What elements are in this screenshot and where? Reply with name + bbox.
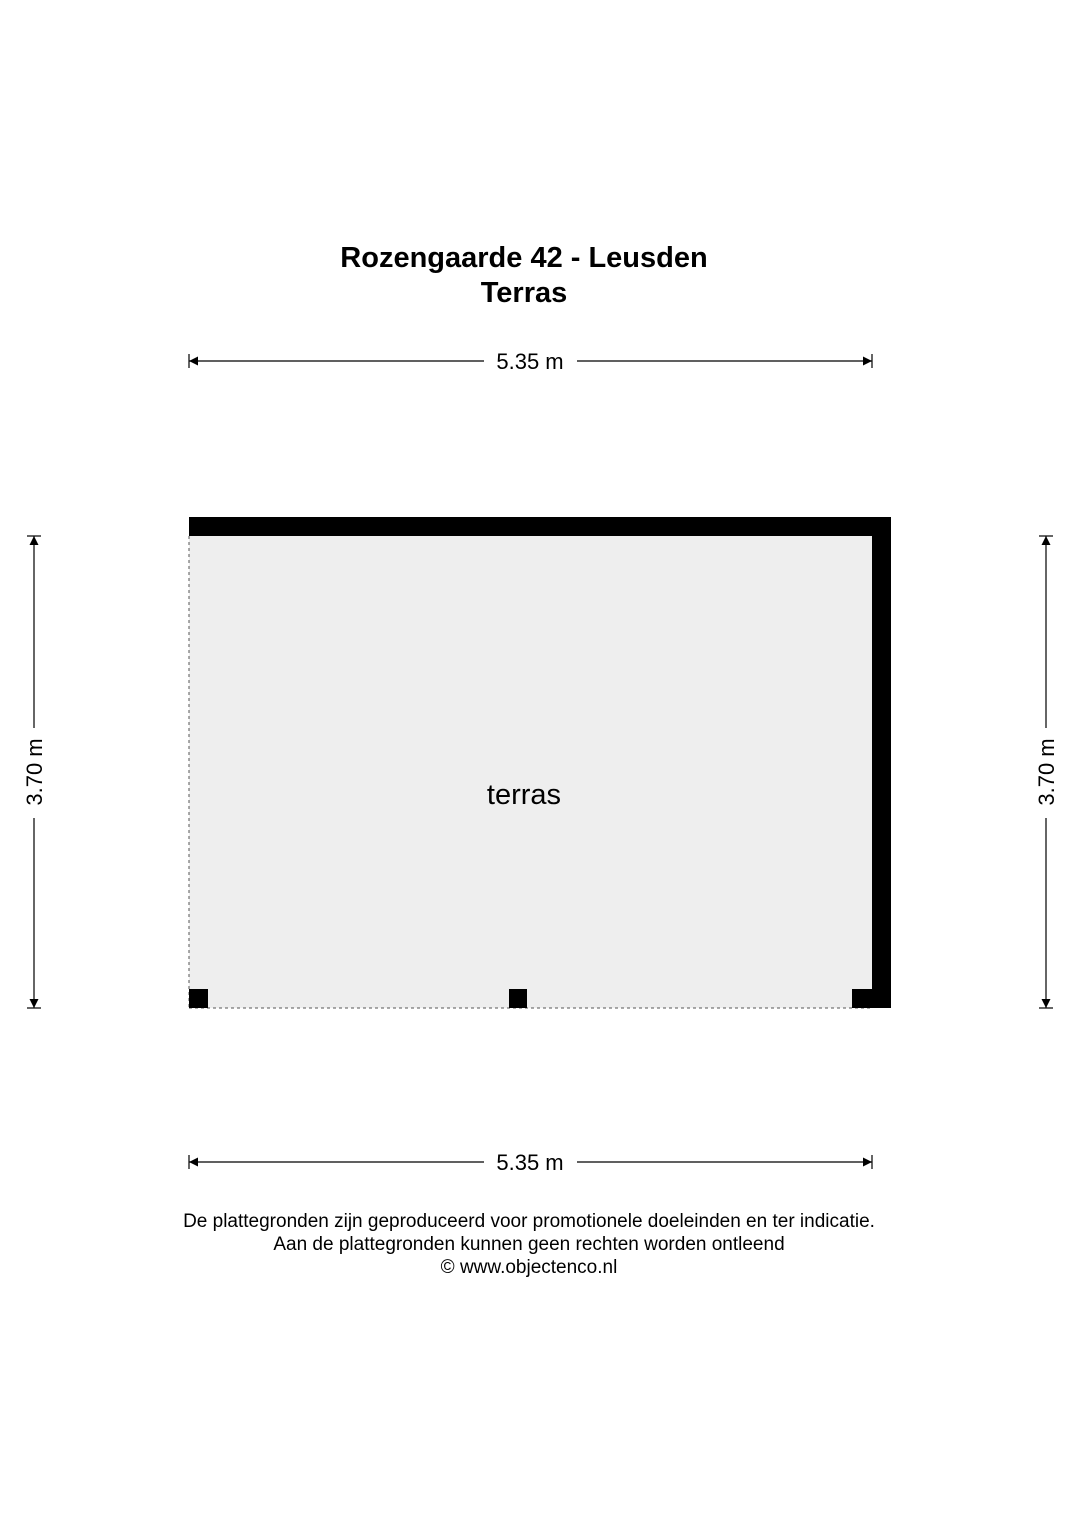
plan-title: Rozengaarde 42 - Leusden xyxy=(340,242,708,274)
copyright-link[interactable]: © www.objectenco.nl xyxy=(440,1257,618,1278)
dimension-top: 5.35 m xyxy=(496,349,564,374)
disclaimer-line-1: De plattegronden zijn geproduceerd voor promotionele doeleinden en ter indicatie. xyxy=(183,1211,875,1232)
column-left xyxy=(189,989,208,1008)
wall-top xyxy=(189,517,891,536)
column-middle xyxy=(509,989,527,1008)
dimension-bottom: 5.35 m xyxy=(496,1150,564,1175)
column-right xyxy=(852,989,872,1008)
terrace-floor xyxy=(189,536,872,1008)
wall-right xyxy=(872,517,891,1008)
room-label: terras xyxy=(486,779,562,811)
dimension-left: 3.70 m xyxy=(22,738,47,806)
dimension-right: 3.70 m xyxy=(1034,738,1059,806)
floor-title: Terras xyxy=(480,277,568,309)
disclaimer-line-2: Aan de plattegronden kunnen geen rechten worden ontleend xyxy=(273,1234,785,1255)
